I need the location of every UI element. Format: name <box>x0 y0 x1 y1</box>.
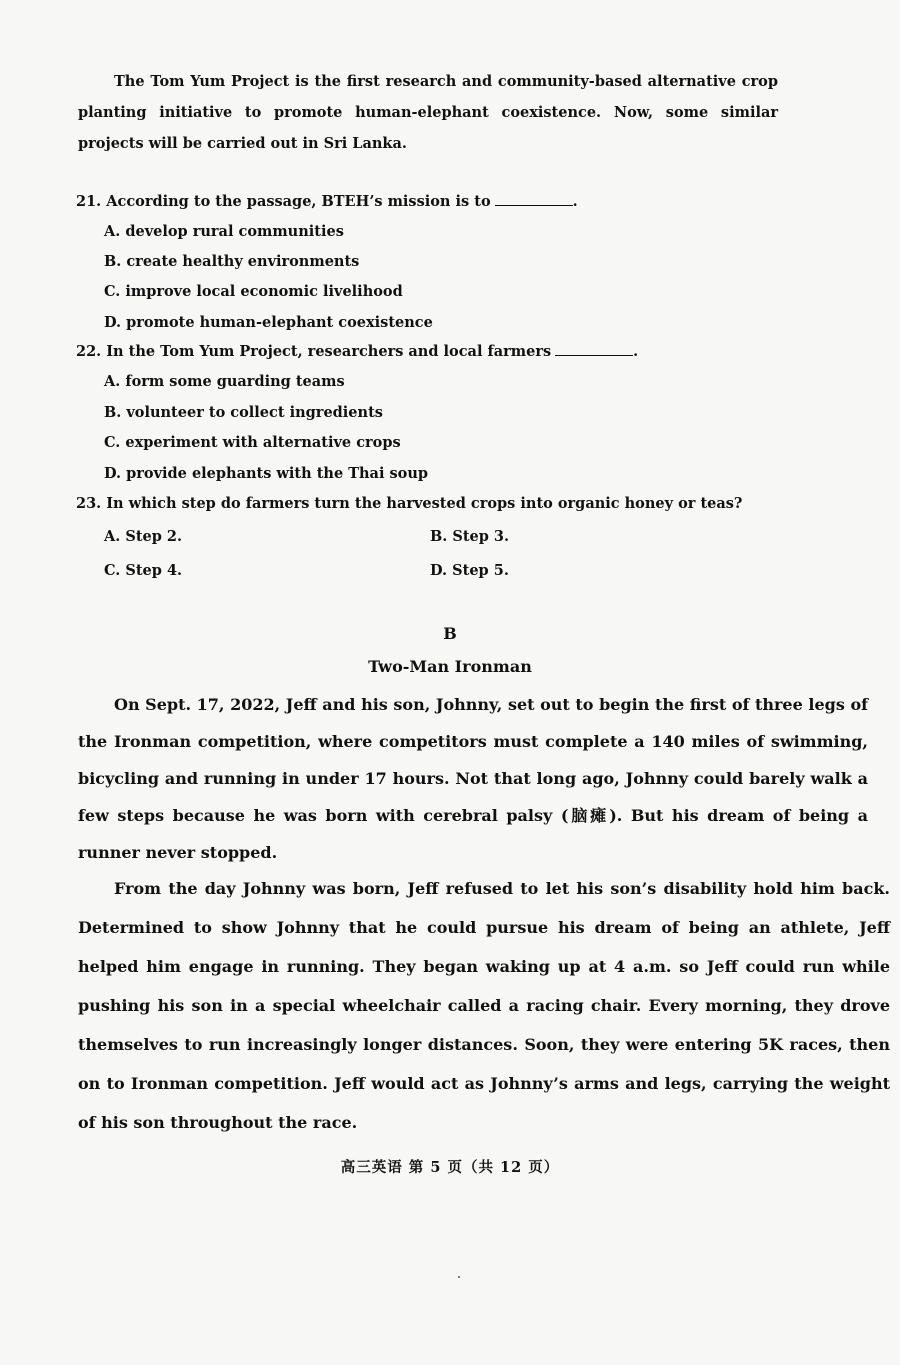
question-22-end: . <box>633 343 639 360</box>
question-23-option-c: C. Step 4. <box>104 562 183 579</box>
question-21-option-a: A. develop rural communities <box>104 223 344 240</box>
question-22-option-d: D. provide elephants with the Thai soup <box>104 465 429 482</box>
section-title: Two-Man Ironman <box>368 657 532 676</box>
section-paragraph-1: On Sept. 17, 2022, Jeff and his son, Johnny, set out to begin the first of three legs of the Ironman competition, where competitors must complete a 140 miles of swimming, bicycling and running in under 17 hours. Not that long ago, Johnny could barely walk a few steps because he was born with cerebral palsy (脑瘫). But his dream of being a runner never stopped. <box>78 695 868 862</box>
question-23-stem: 23. In which step do farmers turn the harvested crops into organic honey or teas? <box>76 495 743 512</box>
question-21 <box>76 192 578 212</box>
scan-speck <box>458 1276 460 1278</box>
question-22 <box>76 342 638 362</box>
answer-blank <box>555 343 633 356</box>
question-21-option-b: B. create healthy environments <box>104 253 360 270</box>
intro-paragraph: The Tom Yum Project is the first research and community-based alternative crop planting initiative to promote human-elephant coexistence. Now, some similar projects will be carried out in Sri Lanka. <box>78 73 778 152</box>
question-22-option-b: B. volunteer to collect ingredients <box>104 404 383 421</box>
question-23 <box>76 494 742 514</box>
question-22-option-a: A. form some guarding teams <box>104 373 345 390</box>
question-23-option-a: A. Step 2. <box>104 528 183 545</box>
question-22-option-c: C. experiment with alternative crops <box>104 434 401 451</box>
page-footer: 高三英语 第 5 页（共 12 页） <box>340 1159 560 1176</box>
section-letter: B <box>443 624 457 643</box>
section-paragraph-2: From the day Johnny was born, Jeff refused to let his son’s disability hold him back. Determined to show Johnny that he could pursue his dream of being an athlete, Jeff helped him engage in running. They began waking up at 4 a.m. so Jeff could run while pushing his son in a special wheelchair called a racing chair. Every morning, they drove themselves to run increasingly longer distances. Soon, they were entering 5K races, then on to Ironman competition. Jeff would act as Johnny’s arms and legs, carrying the weight of his son throughout the race. <box>78 879 890 1132</box>
question-21-end: . <box>572 193 578 210</box>
question-23-option-b: B. Step 3. <box>430 528 510 545</box>
question-21-stem: 21. According to the passage, BTEH’s mission is to <box>76 193 491 210</box>
question-23-option-d: D. Step 5. <box>430 562 509 579</box>
answer-blank <box>495 193 573 206</box>
question-21-option-c: C. improve local economic livelihood <box>104 283 403 300</box>
question-21-option-d: D. promote human-elephant coexistence <box>104 314 433 331</box>
question-22-stem: 22. In the Tom Yum Project, researchers and local farmers <box>76 343 552 360</box>
